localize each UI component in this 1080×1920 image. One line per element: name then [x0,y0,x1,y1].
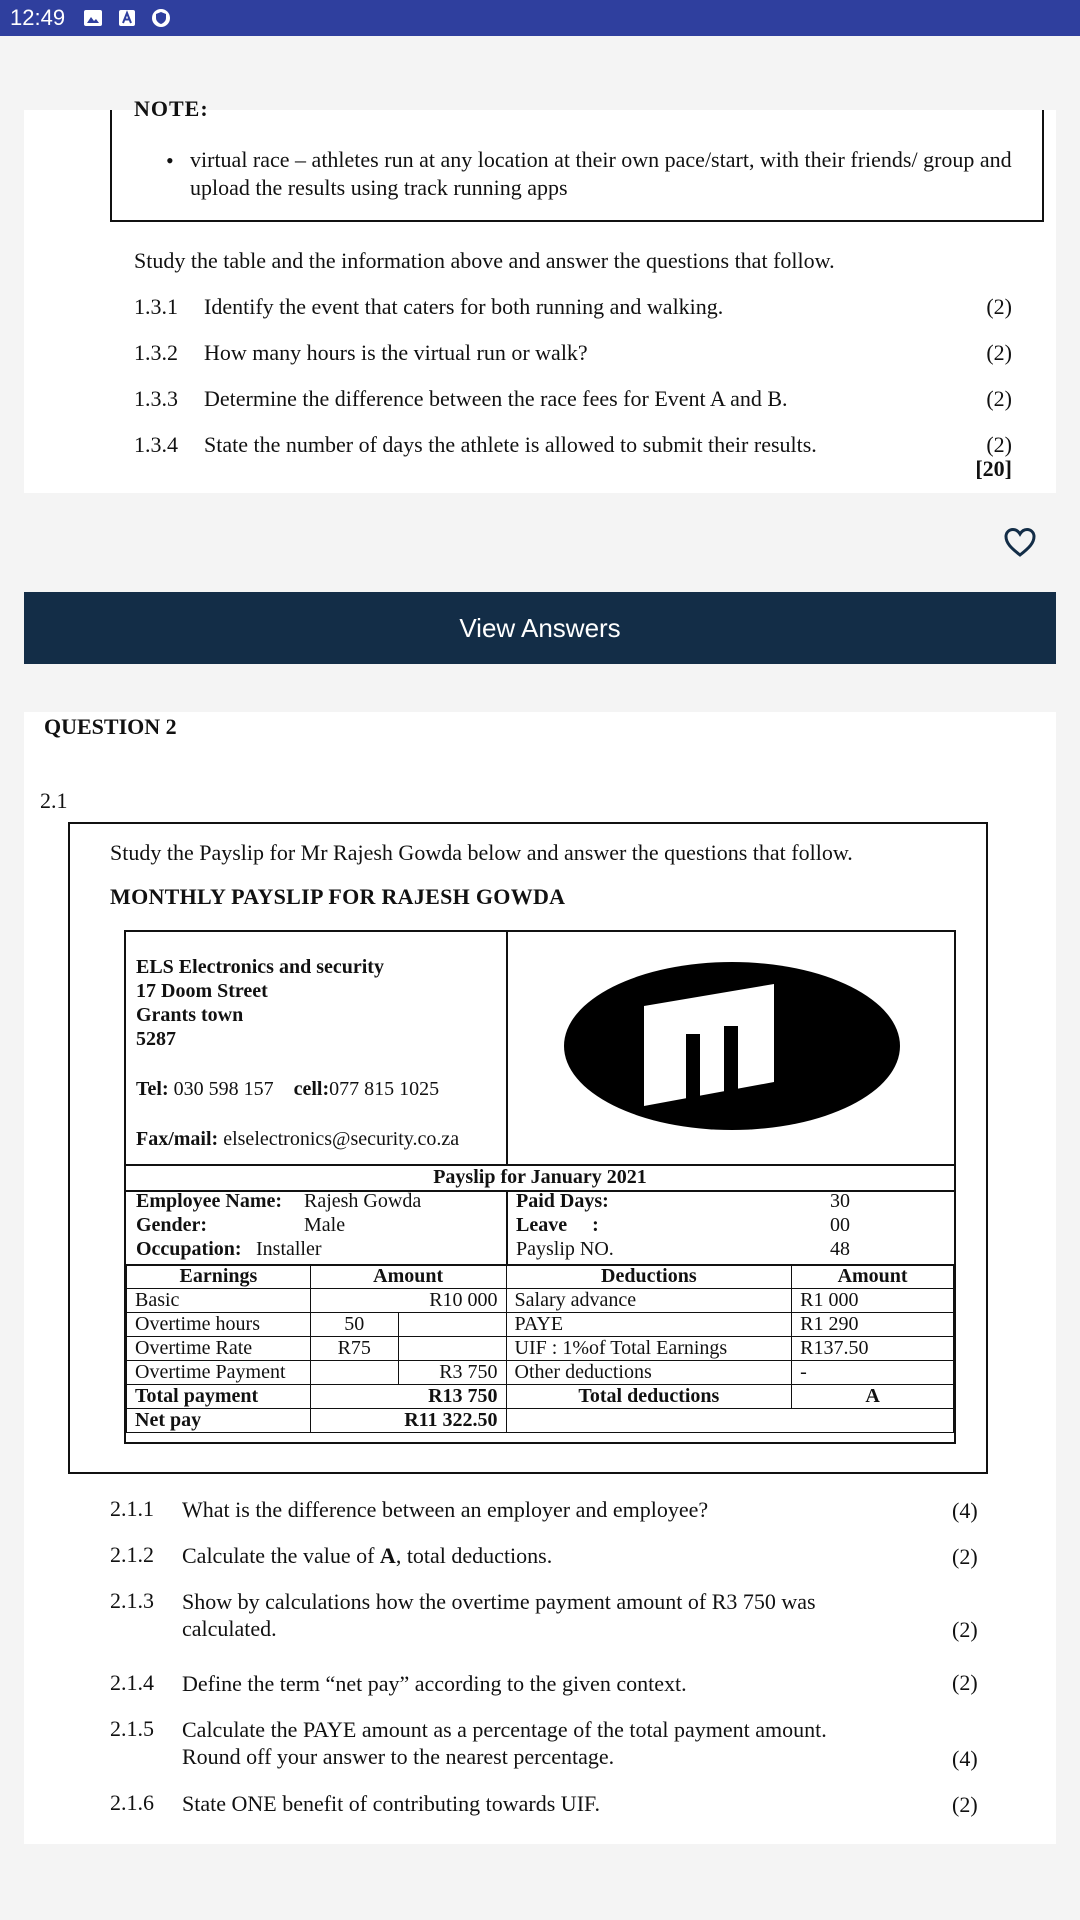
company-town: Grants town [136,1004,244,1026]
col-header: Earnings [127,1265,311,1289]
table-cell: R75 [310,1337,398,1361]
cell-label: cell: [293,1078,330,1100]
table-cell: Overtime Payment [127,1361,311,1385]
table-cell: R3 750 [398,1361,506,1385]
note-box [110,96,1044,222]
occupation-value: Installer [256,1238,322,1260]
question-mark: (2) [986,386,1012,411]
table-cell: Overtime Rate [127,1337,311,1361]
question-mark: (2) [952,1670,978,1695]
fax-value: elselectronics@security.co.za [223,1128,460,1150]
employee-details [126,1190,954,1266]
col-header: Amount [792,1265,954,1289]
occupation-label: Occupation: [136,1238,242,1260]
payslip-intro: Study the Payslip for Mr Rajesh Gowda below and answer the questions that follow. [110,840,853,865]
question-text: State the number of days the athlete is allowed to submit their results. [204,432,817,457]
table-cell [310,1361,398,1385]
total-marks: [20] [975,456,1012,481]
tel-value: 030 598 157 [173,1078,274,1100]
payslip [124,930,956,1444]
question-text: How many hours is the virtual run or walk? [204,340,588,365]
note-text: virtual race – athletes run at any location at their own pace/start, with their friends/ group and upload the results using track running apps [190,147,1012,200]
question-card-1 [24,96,1056,493]
table-row [127,1385,954,1409]
table-cell: R1 290 [792,1313,954,1337]
question-mark: (2) [952,1617,978,1642]
leave-label: Leave : [516,1214,599,1236]
table-cell: Total payment [127,1385,311,1409]
question-number: 2.1.2 [110,1542,154,1567]
subquestion-number: 2.1 [40,788,68,813]
company-details [126,932,508,1166]
company-logo [506,932,954,1166]
image-icon [83,8,103,28]
table-row [127,1361,954,1385]
col-header: Deductions [506,1265,792,1289]
table-row [127,1337,954,1361]
table-cell: R11 322.50 [310,1409,506,1433]
cell-value: 077 815 1025 [329,1078,440,1100]
paid-days-value: 30 [830,1190,850,1212]
instruction-text: Study the table and the information above and answer the questions that follow. [134,248,835,273]
question-number: 2.1.3 [110,1588,154,1613]
shield-icon [151,8,171,28]
company-name: ELS Electronics and security [136,956,384,978]
table-cell [398,1337,506,1361]
gender-label: Gender: [136,1214,208,1236]
question-number: 1.3.2 [134,340,178,365]
question-text: Define the term “net pay” according to the given context. [182,1671,687,1696]
table-cell: R1 000 [792,1289,954,1313]
table-cell: PAYE [506,1313,792,1337]
question-number: 1.3.4 [134,432,178,457]
question-number: 2.1.5 [110,1716,154,1741]
question-mark: (2) [952,1792,978,1817]
question-title: QUESTION 2 [44,714,177,739]
question-card-2 [24,712,1056,1844]
leave-value: 00 [830,1214,850,1236]
table-cell: Net pay [127,1409,311,1433]
status-bar [0,0,1080,36]
table-cell: 50 [310,1313,398,1337]
payslip-no-value: 48 [830,1238,850,1260]
heart-outline-icon[interactable] [1003,526,1037,558]
question-number: 2.1.4 [110,1670,154,1695]
question-number: 1.3.3 [134,386,178,411]
table-cell: R137.50 [792,1337,954,1361]
payslip-heading: MONTHLY PAYSLIP FOR RAJESH GOWDA [110,884,566,909]
gender-value: Male [304,1214,346,1236]
question-text: Calculate the value of A, total deductions. [182,1543,553,1568]
table-row [127,1409,954,1433]
table-row [127,1289,954,1313]
table-cell: UIF : 1%of Total Earnings [506,1337,792,1361]
question-mark: (2) [986,432,1012,457]
table-cell: - [792,1361,954,1385]
payslip-no-label: Payslip NO. [516,1238,614,1260]
question-number: 1.3.1 [134,294,178,319]
employee-name: Rajesh Gowda [304,1190,422,1212]
question-mark: (2) [986,340,1012,365]
table-cell: Other deductions [506,1361,792,1385]
question-text: State ONE benefit of contributing towards UIF. [182,1791,600,1816]
view-answers-button[interactable]: View Answers [24,592,1056,664]
bullet: • [166,148,174,173]
company-code: 5287 [136,1028,176,1050]
company-street: 17 Doom Street [136,980,268,1002]
a-badge-icon [117,8,137,28]
tel-label: Tel: [136,1078,169,1100]
question-number: 2.1.6 [110,1790,154,1815]
company-fax [136,1128,459,1151]
payslip-period: Payslip for January 2021 [126,1164,954,1192]
table-cell: Total deductions [506,1385,792,1409]
company-phone [136,1078,439,1101]
question-text: Determine the difference between the race fees for Event A and B. [204,386,788,411]
note-title: NOTE: [134,96,209,121]
clock: 12:49 [10,5,66,30]
table-cell [398,1313,506,1337]
question-mark: (2) [952,1544,978,1569]
table-cell [506,1409,953,1433]
table-cell: Salary advance [506,1289,792,1313]
question-text: Show by calculations how the overtime payment amount of R3 750 was calculated. [182,1589,816,1641]
earnings-deductions-table [126,1264,954,1433]
table-row [127,1313,954,1337]
question-mark: (2) [986,294,1012,319]
table-cell: R10 000 [310,1289,506,1313]
employee-name-label: Employee Name: [136,1190,283,1212]
col-header: Amount [310,1265,506,1289]
table-cell: Basic [127,1289,311,1313]
question-number: 2.1.1 [110,1496,154,1521]
table-header-row [127,1265,954,1289]
question-mark: (4) [952,1498,978,1523]
question-text: Calculate the PAYE amount as a percentage of the total payment amount. Round off your answer to the nearest percentage. [182,1717,827,1769]
question-text: Identify the event that caters for both running and walking. [204,294,724,319]
fax-label: Fax/mail: [136,1128,219,1150]
paid-days-label: Paid Days: [516,1190,609,1212]
table-cell: R13 750 [310,1385,506,1409]
question-text: What is the difference between an employer and employee? [182,1497,709,1522]
question-mark: (4) [952,1746,978,1771]
payslip-question-box [68,822,988,1474]
table-cell: Overtime hours [127,1313,311,1337]
table-cell: A [792,1385,954,1409]
